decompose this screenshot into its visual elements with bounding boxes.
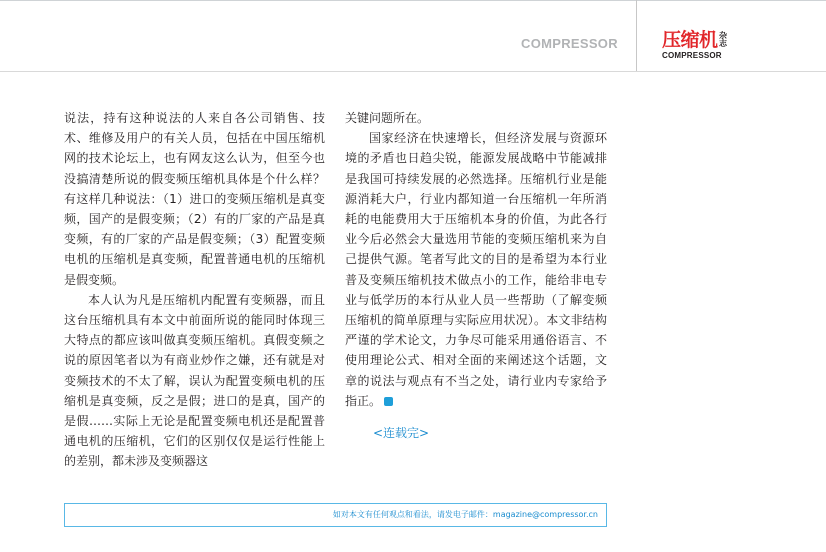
page-top-border (0, 0, 826, 1)
article-end-square-icon (384, 397, 393, 406)
left-paragraph-1: 说法，持有这种说法的人来自各公司销售、技术、维修及用户的有关人员，包括在中国压缩机网的技术论坛上，也有网友这么认为，但至今也没搞清楚所说的假变频压缩机具体是个什么样？有这样几种说法：（1）进口的变频压缩机是真变频，国产的是假变频；（2）有的厂家的产品是真变频，有的厂家的产品是假变频；（3）配置变频电机的压缩机是真变频，配置普通电机的压缩机是假变频。 (64, 111, 325, 287)
right-paragraph-2 (345, 128, 607, 411)
right-paragraph-1: 关键问题所在。 (345, 111, 430, 125)
magazine-logo (662, 30, 732, 62)
feedback-contact-box (64, 503, 607, 527)
article-left-column (64, 108, 325, 472)
header-rule (0, 71, 826, 72)
header-divider (636, 0, 637, 72)
feedback-contact-text: 如对本文有任何观点和看法，请发电子邮件：magazine@compressor.cn (332, 510, 598, 519)
logo-english-title: COMPRESSOR (662, 51, 722, 60)
logo-chinese-title: 压缩机 (662, 29, 718, 51)
article-right-column (345, 108, 607, 411)
logo-zazhi-mark: 杂志 (719, 31, 727, 48)
left-paragraph-2: 本人认为凡是压缩机内配置有变频器，而且这台压缩机具有本文中前面所说的能同时体现三大特点的都应该叫做真变频压缩机。真假变频之说的原因笔者以为有商业炒作之嫌，还有就是对变频技术的不太了解，误认为配置变频电机的压缩机是真变频，反之是假；进口的是真，国产的是假……实际上无论是配置变频电机还是配置普通电机的压缩机，它们的区别仅仅是运行性能上的差别，都未涉及变频器这 (64, 292, 325, 469)
section-label: COMPRESSOR (521, 36, 618, 51)
right-paragraph-2-text: 国家经济在快速增长，但经济发展与资源环境的矛盾也日趋尖锐，能源发展战略中节能减排是我国可持续发展的必然选择。压缩机行业是能源消耗大户，行业内都知道一台压缩机一年所消耗的电能费用大于压缩机本身的价值，为此各行业今后必然会大量选用节能的变频压缩机来为自己提供气源。笔者写此文的目的是希望为本行业普及变频压缩机技术做点小的工作，能给非电专业与低学历的本行从业人员一些帮助（了解变频压缩机的简单原理与实际应用状况）。本文非结构严谨的学术论文，力争尽可能采用通俗语言、不使用理论公式、相对全面的来阐述这个话题，文章的说法与观点有不当之处，请行业内专家给予指正。 (345, 131, 607, 408)
series-complete-label: <连载完> (373, 426, 430, 440)
